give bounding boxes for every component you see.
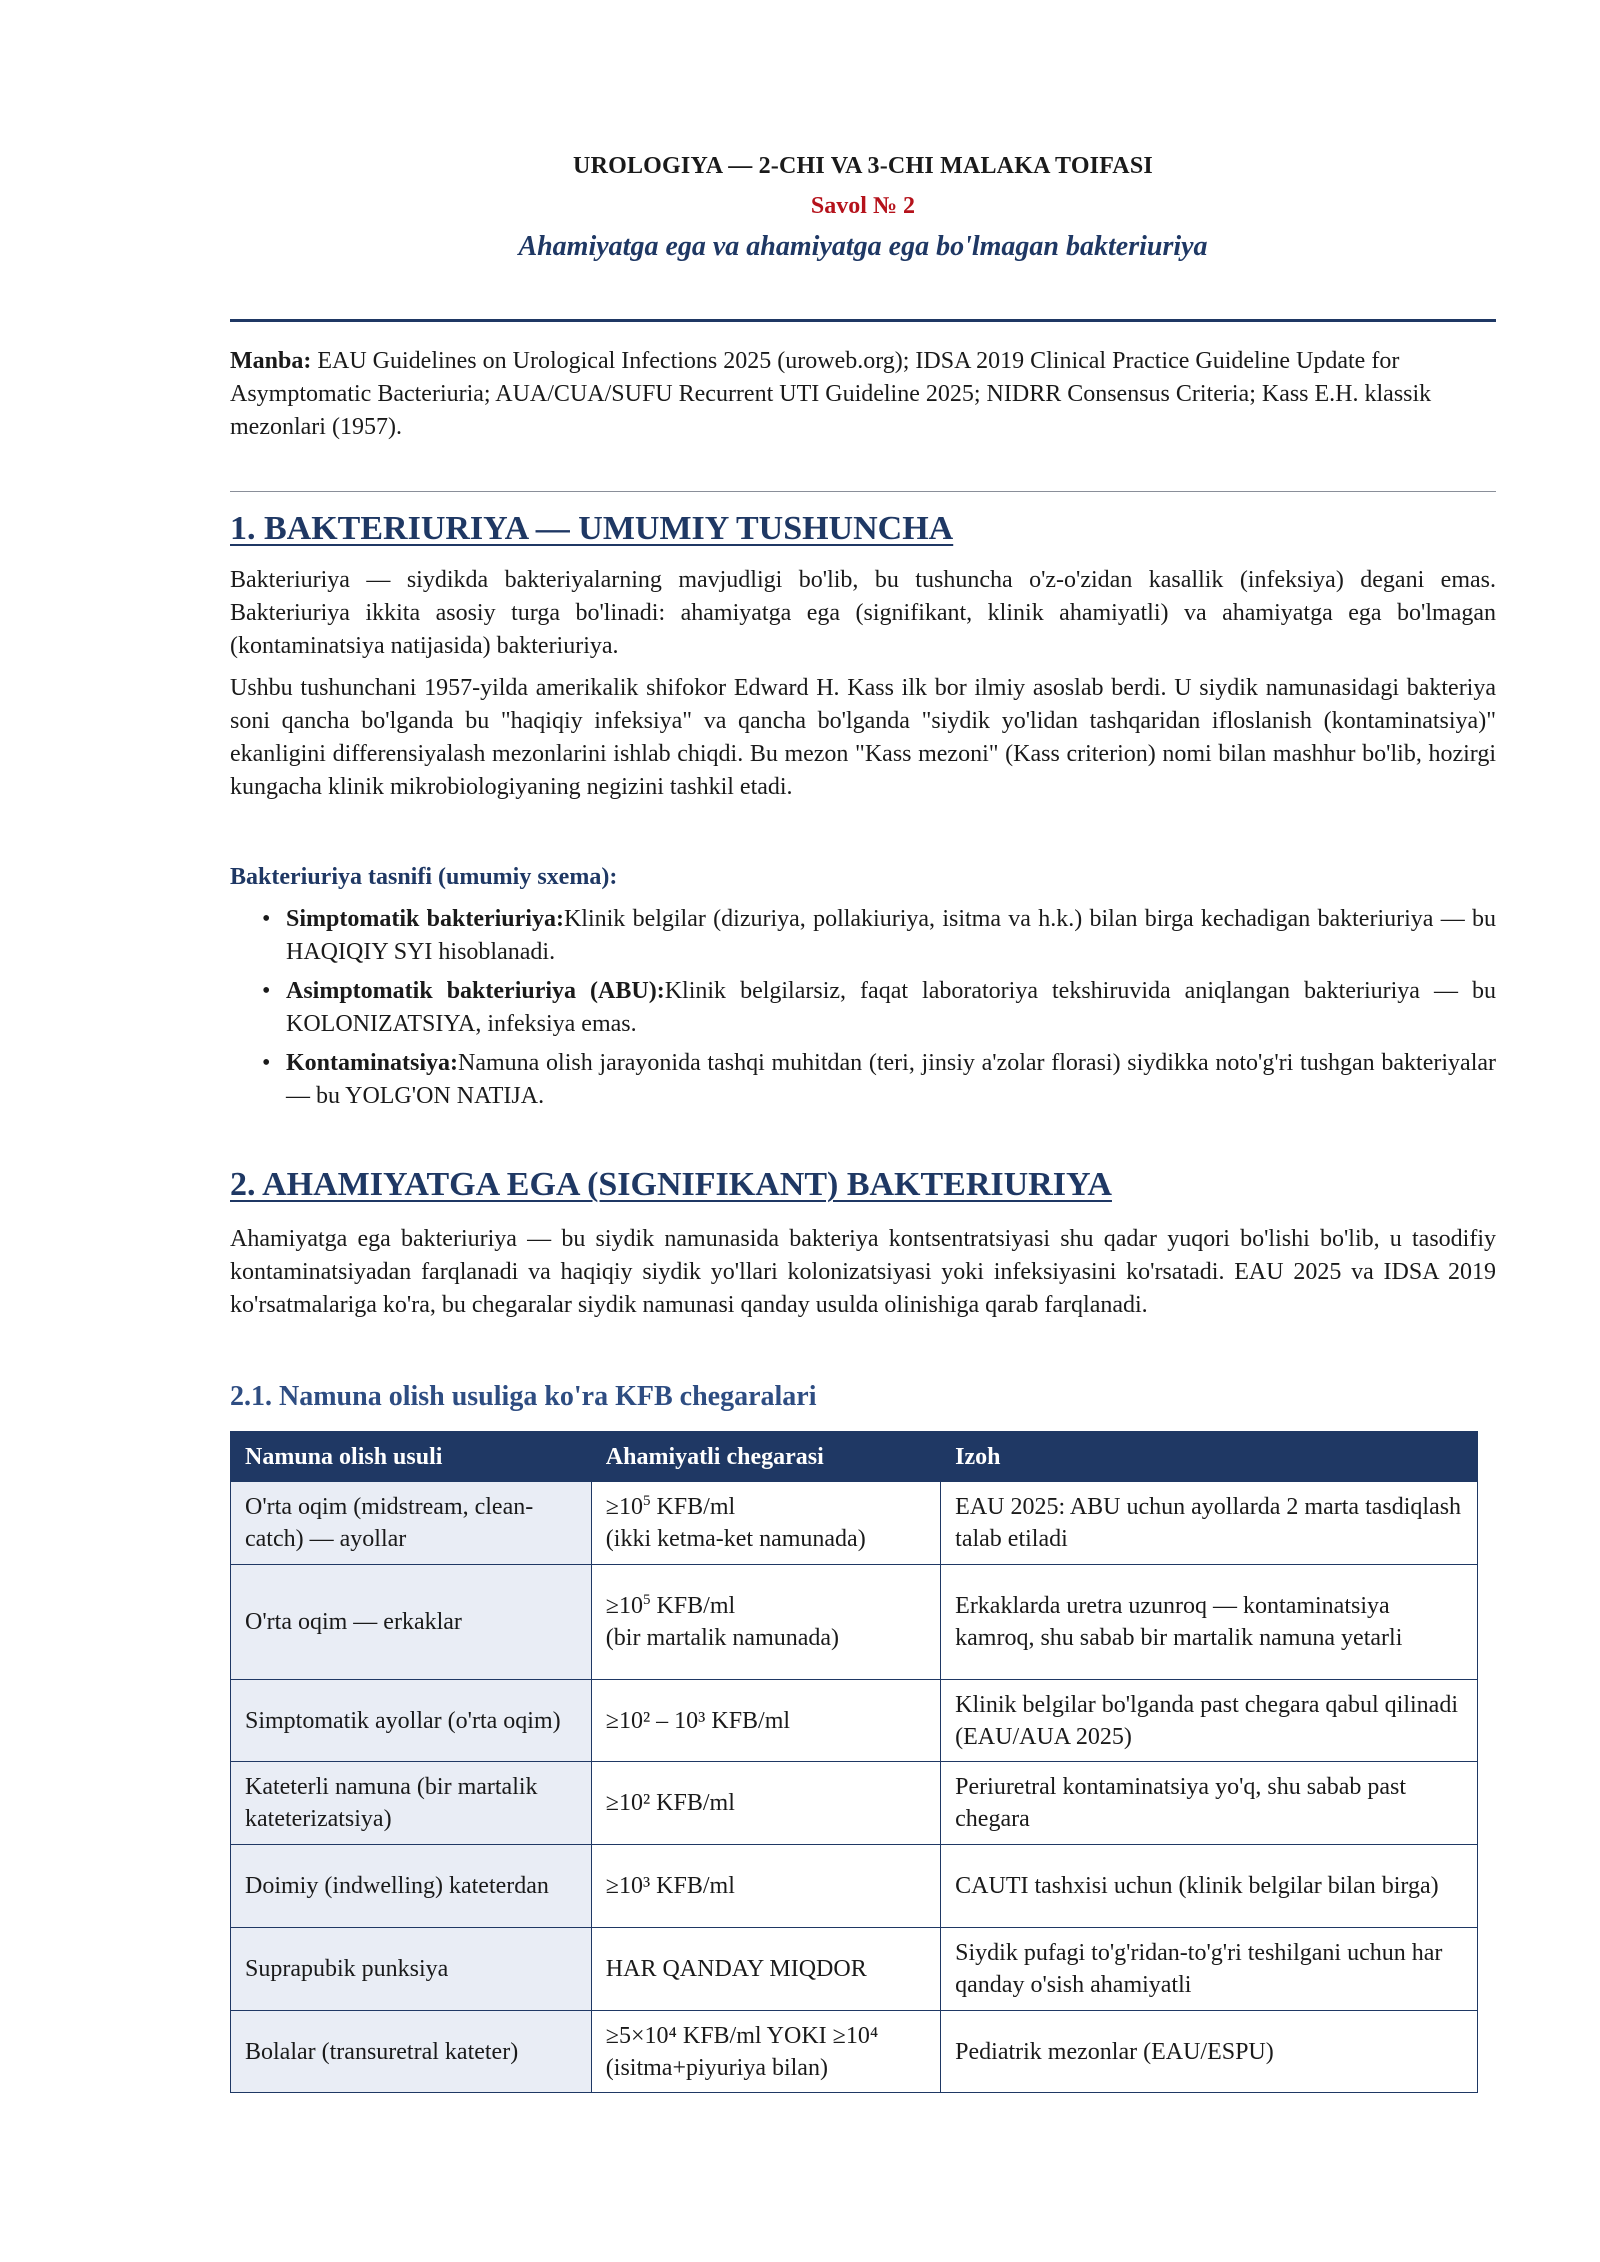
- threshold-base: ≥10: [605, 1593, 643, 1619]
- table-row: [231, 2011, 1478, 2093]
- list-item-text: Klinik belgilarsiz, faqat laboratoriya tekshiruvida aniqlangan bakteriuriya — bu KOLONIZATSIYA, infeksiya emas.: [286, 978, 1496, 1037]
- cell-method: Bolalar (transuretral kateter): [231, 2011, 592, 2093]
- kfb-thresholds-table: [230, 1431, 1478, 2093]
- bullet-marker: •: [262, 906, 271, 932]
- cell-threshold: [591, 2011, 940, 2093]
- cell-note: Pediatrik mezonlar (EAU/ESPU): [941, 2011, 1478, 2093]
- classification-list: [248, 903, 1496, 1119]
- source-text: EAU Guidelines on Urological Infections 2025 (uroweb.org); IDSA 2019 Clinical Practice Guideline Update for Asymptomatic Bacteriuria; AUA/CUA/SUFU Recurrent UTI Guideline 2025; NIDRR Consensus Criteria; Kass E.H. klassik mezonlari (1957).: [230, 348, 1432, 440]
- threshold-unit: KFB/ml: [650, 1593, 736, 1619]
- cell-method: Suprapubik punksiya: [231, 1928, 592, 2011]
- cell-method: O'rta oqim — erkaklar: [231, 1565, 592, 1680]
- classification-heading: Bakteriuriya tasnifi (umumiy sxema):: [230, 864, 618, 890]
- header-divider: [230, 319, 1496, 322]
- column-header-method: Namuna olish usuli: [231, 1432, 592, 1482]
- list-item-text: Namuna olish jarayonida tashqi muhitdan (teri, jinsiy a'zolar florasi) siydikka noto'g'ri tushgan bakteriyalar — bu YOLG'ON NATIJA.: [286, 1050, 1496, 1109]
- cell-note: EAU 2025: ABU uchun ayollarda 2 marta tasdiqlash talab etiladi: [941, 1482, 1478, 1565]
- section2-paragraph-1: Ahamiyatga ega bakteriuriya — bu siydik namunasida bakteriya kontsentratsiyasi shu qadar yuqori bo'lishi bo'lib, u tasodifiy kontaminatsiyadan farqlanadi va haqiqiy siydik yo'llari kolonizatsiyasi yoki infeksiyasini ko'rsatadi. EAU 2025 va IDSA 2019 ko'rsatmalariga ko'ra, bu chegaralar siydik namunasi qanday usulda olinishiga qarab farqlanadi.: [230, 1226, 1496, 1318]
- table-row: [231, 1928, 1478, 2011]
- list-item: [248, 975, 1496, 1041]
- list-item: [248, 1047, 1496, 1113]
- threshold-exponent: 5: [642, 1592, 651, 1608]
- threshold-base: ≥10: [605, 1494, 643, 1520]
- list-item-term: Asimptomatik bakteriuriya (ABU):: [286, 978, 665, 1004]
- threshold-note: (isitma+piyuriya bilan): [605, 2054, 828, 2081]
- table-header-row: [231, 1432, 1478, 1482]
- section2-heading: 2. AHAMIYATGA EGA (SIGNIFIKANT) BAKTERIURIYA: [230, 1166, 1112, 1203]
- section1-paragraph-1: Bakteriuriya — siydikda bakteriyalarning mavjudligi bo'lib, bu tushuncha o'z-o'zidan kasallik (infeksiya) degani emas. Bakteriuriya ikkita asosiy turga bo'linadi: ahamiyatga ega (signifikant, klinik ahamiyatli) va ahamiyatga ega bo'lmagan (kontaminatsiya natijasida) bakteriuriya.: [230, 567, 1496, 659]
- list-item-text: Klinik belgilar (dizuriya, pollakiuriya, isitma va h.k.) bilan birga kechadigan bakteriuriya — bu HAQIQIY SYI hisoblanadi.: [286, 906, 1496, 965]
- section1-paragraph-2: Ushbu tushunchani 1957-yilda amerikalik shifokor Edward H. Kass ilk bor ilmiy asoslab berdi. U siydik namunasidagi bakteriya soni qancha bo'lganda bu "haqiqiy infeksiya" va qancha bo'lganda "siydik yo'lidan tashqaridan ifloslanish (kontaminatsiya)" ekanligini differensiyalash mezonlarini ishlab chiqdi. Bu mezon "Kass mezoni" (Kass criterion) nomi bilan mashhur bo'lib, hozirgi kungacha klinik mikrobiologiyaning negizini tashkil etadi.: [230, 675, 1496, 800]
- table-row: [231, 1680, 1478, 1762]
- source-block: [230, 345, 1496, 444]
- document-super-title: UROLOGIYA — 2-CHI VA 3-CHI MALAKA TOIFASI: [573, 153, 1153, 179]
- cell-method: Kateterli namuna (bir martalik kateterizatsiya): [231, 1762, 592, 1845]
- threshold-exponent: 5: [642, 1493, 651, 1509]
- table-row: [231, 1762, 1478, 1845]
- source-divider: [230, 491, 1496, 492]
- cell-threshold: HAR QANDAY MIQDOR: [591, 1928, 940, 2011]
- cell-note: CAUTI tashxisi uchun (klinik belgilar bilan birga): [941, 1845, 1478, 1928]
- bullet-marker: •: [262, 978, 271, 1004]
- threshold-value: ≥5×10⁴ KFB/ml YOKI ≥10⁴: [605, 2022, 879, 2049]
- column-header-threshold: Ahamiyatli chegarasi: [591, 1432, 940, 1482]
- table-row: [231, 1845, 1478, 1928]
- cell-threshold: ≥10³ KFB/ml: [591, 1845, 940, 1928]
- cell-method: O'rta oqim (midstream, clean-catch) — ayollar: [231, 1482, 592, 1565]
- table-row: [231, 1565, 1478, 1680]
- cell-threshold: ≥10² KFB/ml: [591, 1762, 940, 1845]
- section1-heading: 1. BAKTERIURIYA — UMUMIY TUSHUNCHA: [230, 510, 954, 547]
- cell-note: Siydik pufagi to'g'ridan-to'g'ri teshilgani uchun har qanday o'sish ahamiyatli: [941, 1928, 1478, 2011]
- cell-note: Klinik belgilar bo'lganda past chegara qabul qilinadi (EAU/AUA 2025): [941, 1680, 1478, 1762]
- threshold-unit: KFB/ml: [650, 1494, 736, 1520]
- bullet-marker: •: [262, 1050, 271, 1076]
- cell-note: Periuretral kontaminatsiya yo'q, shu sabab past chegara: [941, 1762, 1478, 1845]
- threshold-note: (ikki ketma-ket namunada): [605, 1526, 866, 1552]
- column-header-note: Izoh: [941, 1432, 1478, 1482]
- cell-threshold: ≥10² – 10³ KFB/ml: [591, 1680, 940, 1762]
- question-title: Ahamiyatga ega va ahamiyatga ega bo'lmagan bakteriuriya: [518, 231, 1208, 262]
- cell-method: Doimiy (indwelling) kateterdan: [231, 1845, 592, 1928]
- question-number: Savol № 2: [810, 193, 916, 219]
- threshold-note: (bir martalik namunada): [605, 1625, 840, 1651]
- table-heading: 2.1. Namuna olish usuliga ko'ra KFB chegaralari: [230, 1381, 817, 1412]
- list-item: [248, 903, 1496, 969]
- cell-threshold: [591, 1565, 940, 1680]
- cell-threshold: [591, 1482, 940, 1565]
- list-item-term: Simptomatik bakteriuriya:: [286, 906, 564, 932]
- cell-method: Simptomatik ayollar (o'rta oqim): [231, 1680, 592, 1762]
- table-row: [231, 1482, 1478, 1565]
- list-item-term: Kontaminatsiya:: [286, 1050, 459, 1076]
- source-label: Manba:: [230, 348, 312, 374]
- cell-note: Erkaklarda uretra uzunroq — kontaminatsiya kamroq, shu sabab bir martalik namuna yetarli: [941, 1565, 1478, 1680]
